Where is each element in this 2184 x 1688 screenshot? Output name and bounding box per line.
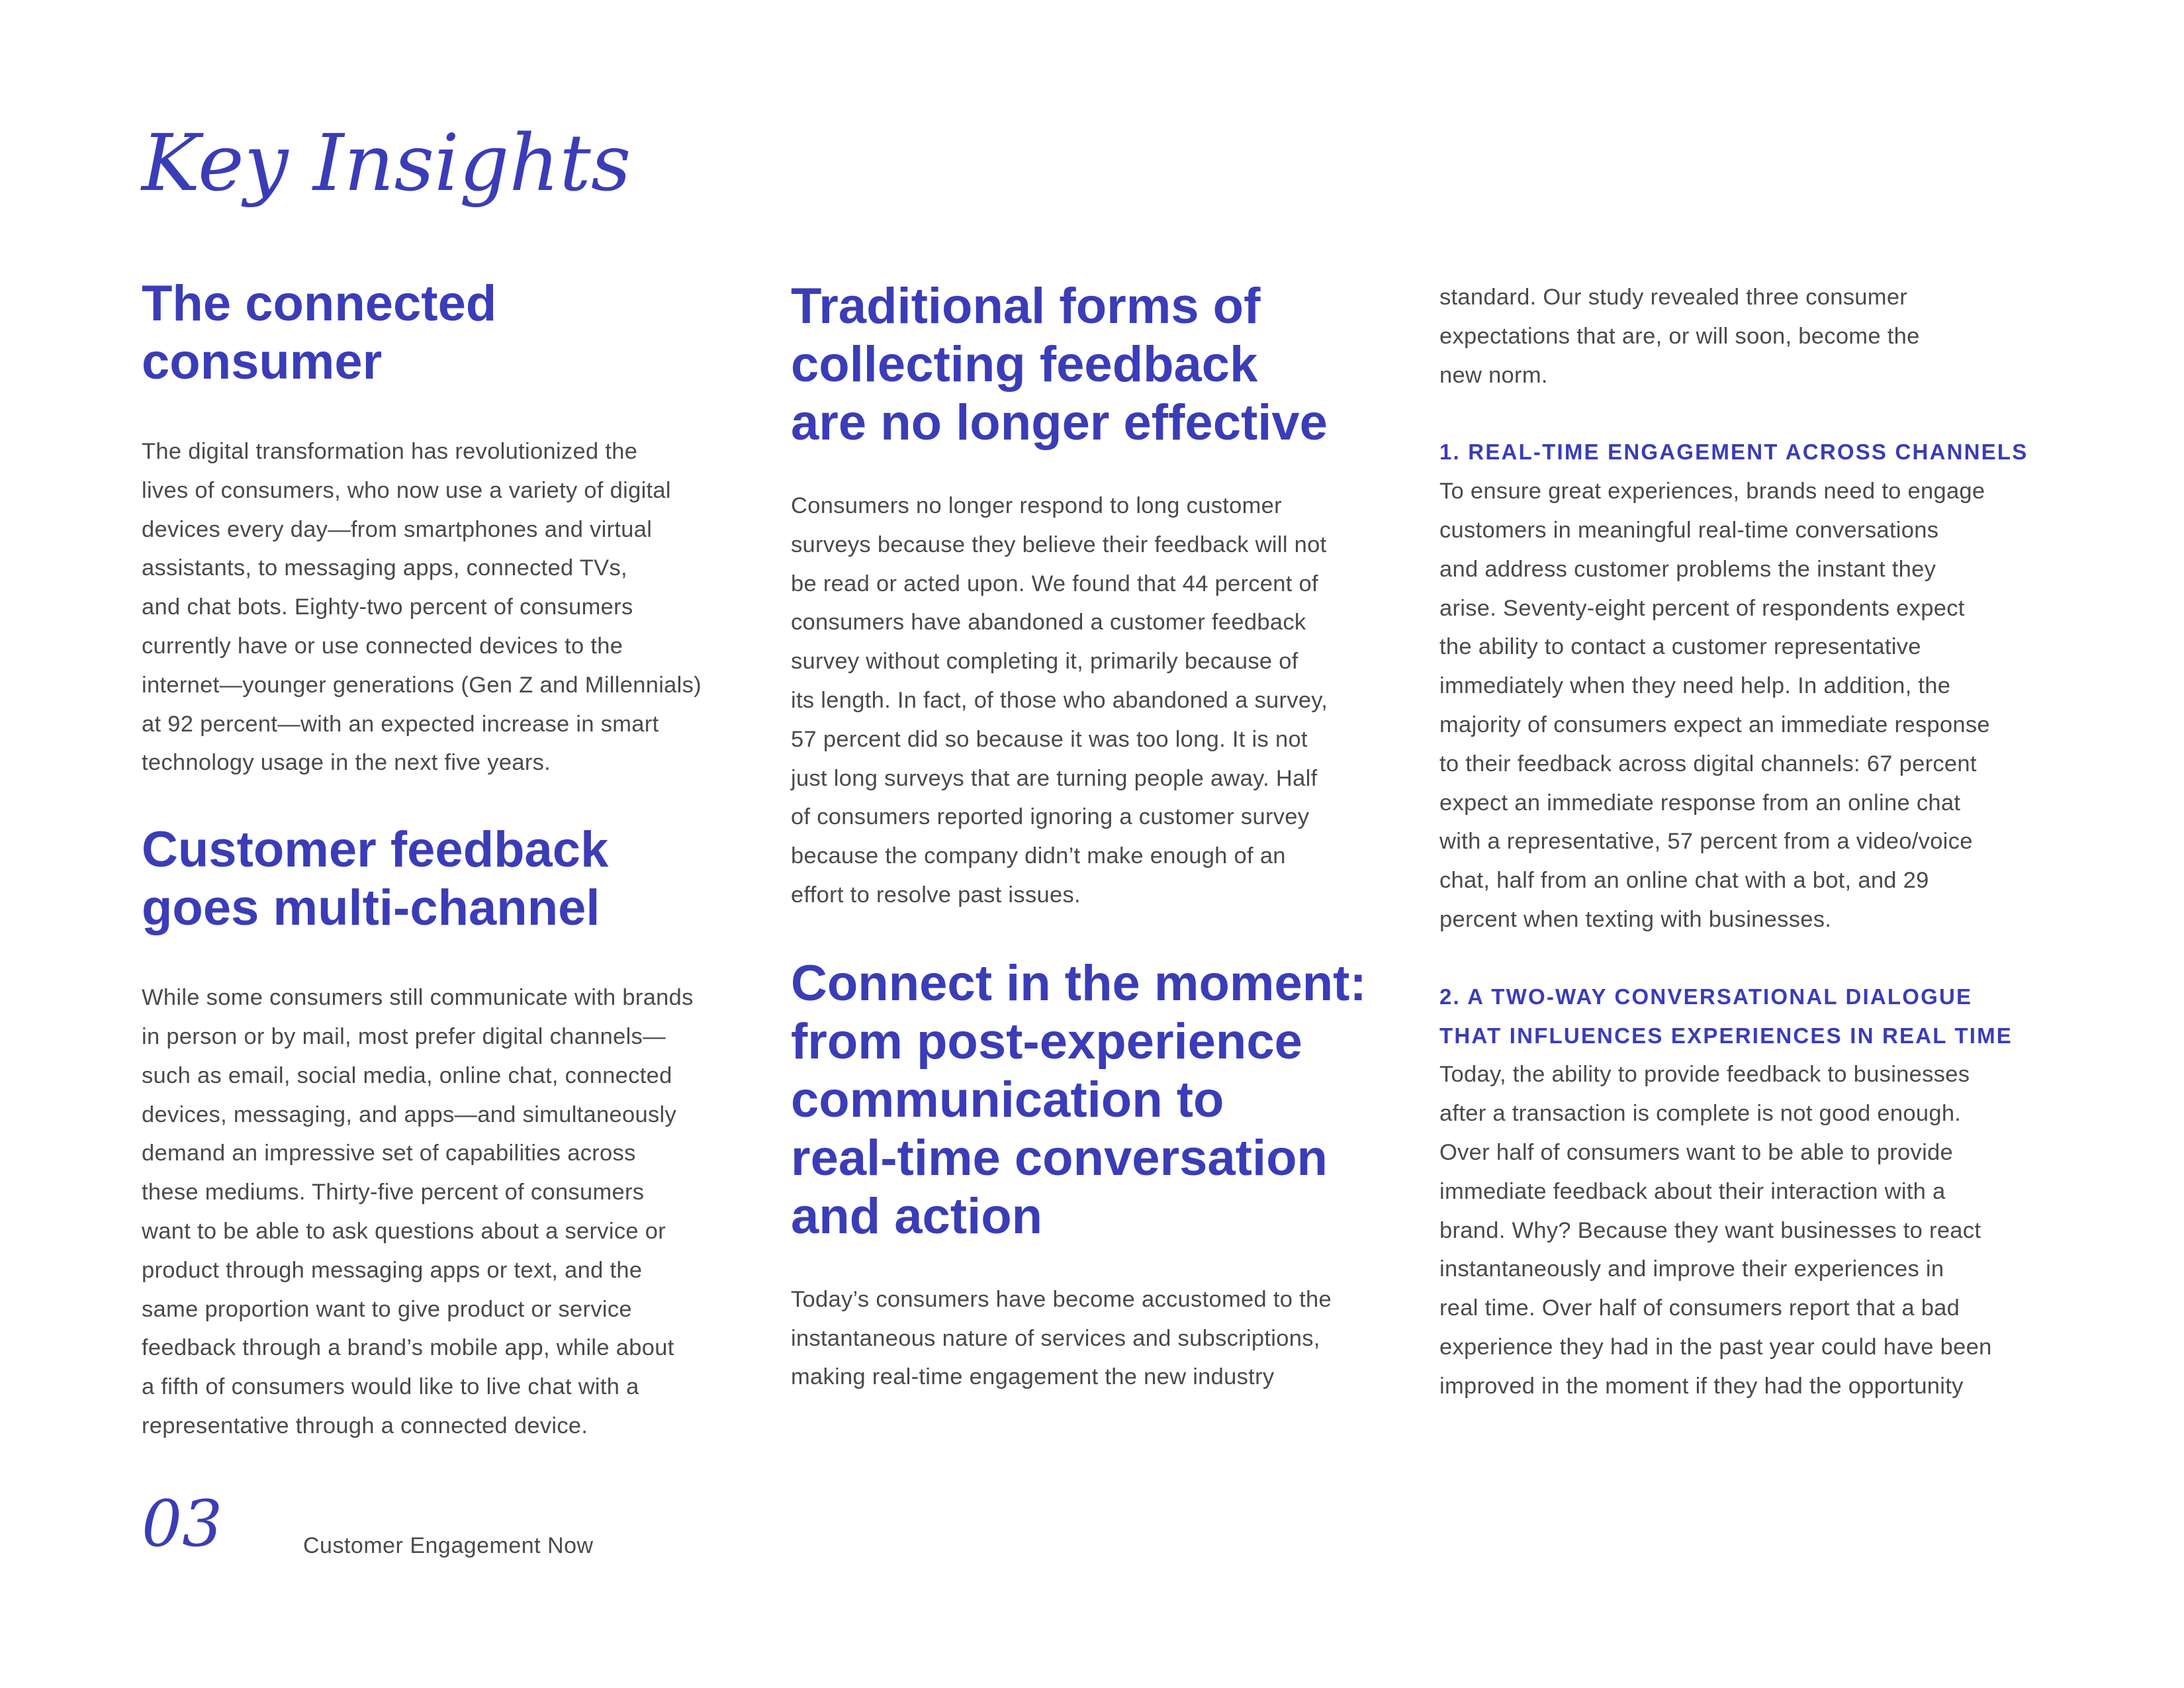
two-way-dialogue-body: Today, the ability to provide feedback to businesses after a transaction is complete is not good enough. Over half of consumers want to be able to provide immediate feedback about their interaction with a brand. Why? Because they want businesses to react instantaneously and improve their experiences in real time. Over half of consumers report that a bad experience they had in the past year could have been improved in the moment if they had the opportunity (1439, 1062, 1992, 1399)
page-title: Key Insights (142, 117, 631, 209)
multi-channel-heading: Customer feedback goes multi-channel (142, 821, 609, 937)
footer-publication-title: Customer Engagement Now (303, 1533, 594, 1558)
connected-consumer-body: The digital transformation has revolutionized the lives of consumers, who now use a variety of digital devices every day—from smartphones and virtual assistants, to messaging apps, connected TVs, and chat bots. Eighty-two percent of consumers currently have or use connected devices to the internet—younger generations (Gen Z and Millennials) at 92 percent—with an expected increase in smart technology usage in the next five years. (142, 439, 702, 776)
realtime-engagement-subheading: 1. REAL-TIME ENGAGEMENT ACROSS CHANNELS (1439, 440, 2028, 465)
connect-moment-heading: Connect in the moment: from post-experience communication to real-time conversation and action (791, 955, 1367, 1244)
multi-channel-body: While some consumers still communicate with brands in person or by mail, most prefer digital channels— such as email, social media, online chat, connected devices, messaging, and apps—and simultaneously demand an impressive set of capabilities across these mediums. Thirty-five percent of consumers want to be able to ask questions about a service or product through messaging apps or text, and the same proportion want to give product or service feedback through a brand’s mobile app, while about a fifth of consumers would like to live chat with a representative through a connected device. (142, 985, 694, 1438)
right-intro-text: standard. Our study revealed three consumer expectations that are, or will soon, become the new norm. (1439, 285, 1920, 388)
connect-moment-body: Today’s consumers have become accustomed to the instantaneous nature of services and subscriptions, making real-time engagement the new industry (791, 1286, 1332, 1390)
right-column (1439, 278, 2058, 1406)
realtime-engagement-body: To ensure great experiences, brands need to engage customers in meaningful real-time conversations and address customer problems the instant they arise. Seventy-eight percent of respondents expect the ability to contact a customer representative immediately when they need help. In addition, the majority of consumers expect an immediate response to their feedback across digital channels: 67 percent expect an immediate response from an online chat with a representative, 57 percent from a video/voice chat, half from an online chat with a bot, and 29 percent when texting with businesses. (1439, 479, 1990, 932)
traditional-feedback-body: Consumers no longer respond to long customer surveys because they believe their feedback will not be read or acted upon. We found that 44 percent of consumers have abandoned a customer feedback survey without completing it, primarily because of its length. In fact, of those who abandoned a survey, 57 percent did so because it was too long. It is not just long surveys that are turning people away. Half of consumers reported ignoring a customer survey because the company didn’t make enough of an effort to resolve past issues. (791, 493, 1328, 908)
traditional-feedback-heading: Traditional forms of collecting feedback are no longer effective (791, 278, 1328, 451)
two-way-dialogue-subheading: 2. A TWO-WAY CONVERSATIONAL DIALOGUE THAT INFLUENCES EXPERIENCES IN REAL TIME (1439, 984, 2013, 1048)
middle-column (791, 275, 1400, 1397)
left-column (142, 275, 764, 1446)
page-number: 03 (142, 1487, 223, 1561)
connected-consumer-heading: The connected consumer (142, 275, 497, 390)
